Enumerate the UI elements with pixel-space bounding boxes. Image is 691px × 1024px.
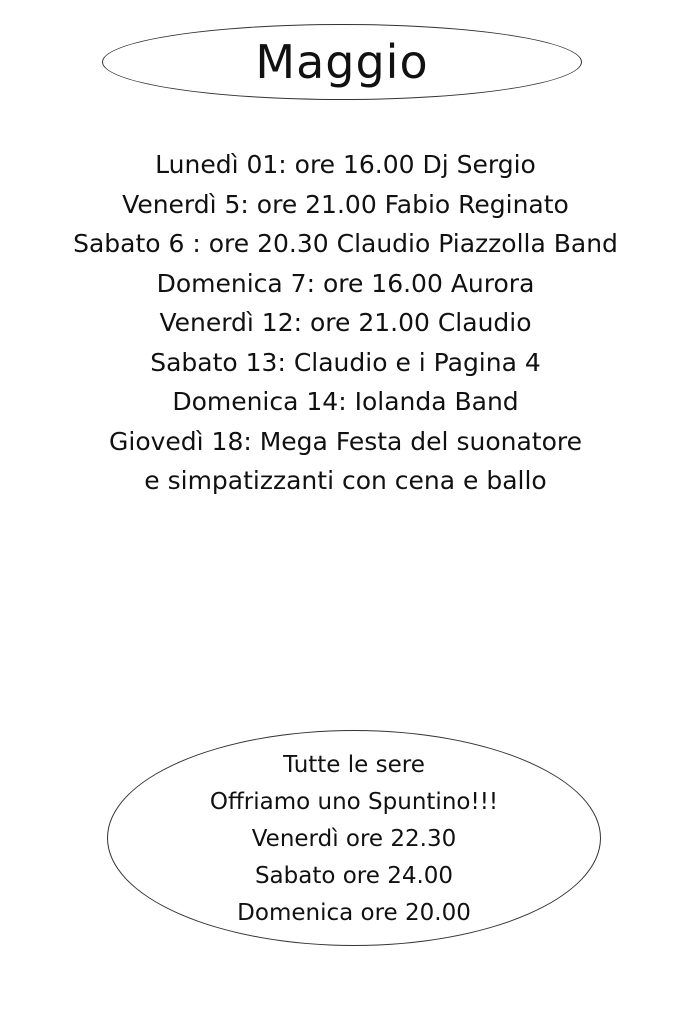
info-line: Offriamo uno Spuntino!!!: [209, 789, 499, 815]
snack-info: [107, 747, 601, 932]
info-line: Tutte le sere: [283, 752, 425, 778]
info-line: Sabato ore 24.00: [254, 863, 454, 889]
schedule-line: Sabato 6 : ore 20.30 Claudio Piazzolla Band: [73, 229, 618, 258]
schedule-line: Lunedì 01: ore 16.00 Dj Sergio: [155, 150, 536, 179]
schedule-line: Giovedì 18: Mega Festa del suonatore: [109, 426, 582, 456]
schedule-line: Venerdì 5: ore 21.00 Fabio Reginato: [122, 189, 569, 219]
schedule-line: Sabato 13: Claudio e i Pagina 4: [150, 347, 541, 377]
schedule-line: Domenica 7: ore 16.00 Aurora: [156, 268, 535, 298]
info-line: Venerdì ore 22.30: [251, 826, 457, 852]
schedule-line: e simpatizzanti con cena e ballo: [144, 466, 547, 495]
event-schedule: [0, 145, 691, 501]
page-title: Maggio: [255, 35, 429, 89]
schedule-line: Venerdì 12: ore 21.00 Claudio: [159, 308, 532, 337]
schedule-line: Domenica 14: Iolanda Band: [172, 387, 519, 416]
info-line: Domenica ore 20.00: [237, 900, 471, 926]
